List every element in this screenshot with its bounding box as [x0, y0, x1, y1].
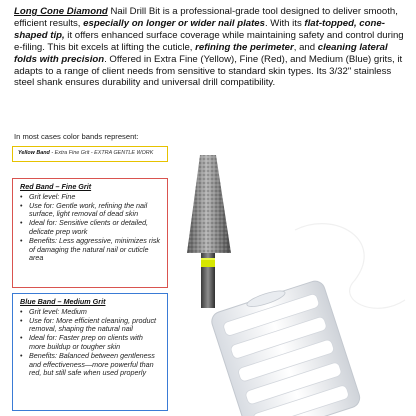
list-item: • Ideal for: Sensitive clients or detailed, delicate prep work [20, 219, 161, 237]
blue-band-title: Blue Band – Medium Grit [20, 297, 106, 306]
list-item: • Use for: Gentle work, refining the nail surface, light removal of dead skin [20, 202, 161, 220]
yellow-band-title: Yellow Band [18, 150, 50, 156]
red-band-box [12, 178, 168, 288]
bands-caption: In most cases color bands represent: [14, 132, 139, 141]
product-name: Long Cone Diamond [14, 6, 108, 17]
list-item: • Use for: More efficient cleaning, product removal, shaping the natural nail [20, 317, 161, 335]
list-item: • Benefits: Balanced between gentleness and effectiveness—more powerful than red, but still safe when used properly [20, 352, 161, 378]
list-item: • Grit level: Medium [20, 308, 161, 317]
list-item: • Ideal for: Faster prep on clients with more buildup or tougher skin [20, 334, 161, 352]
bit-holder [208, 276, 362, 416]
red-band-list [20, 193, 161, 263]
yellow-band-text: - Extra Fine Grit - EXTRA GENTLE WORK [49, 150, 154, 156]
blue-band-box [12, 293, 168, 411]
list-item: • Grit level: Fine [20, 193, 161, 202]
red-band-title: Red Band – Fine Grit [20, 182, 92, 191]
blue-band-list [20, 308, 161, 378]
product-description: Long Cone Diamond Nail Drill Bit is a professional-grade tool designed to deliver smooth, efficient results, especially on longer or wider nail plates. With its flat-topped, cone-shaped tip, it offers enhanced surface coverage while maintaining safety and control during e-filing. This bit excels at lifting the cuticle, refining the perimeter, and cleaning lateral folds with precision. Offered in Extra Fine (Yellow), Fine (Red), and Medium (Blue) grits, it adapts to a range of client needs from sensitive to standard skin types. Its 3/32" stainless steel shank ensures durability and universal drill compatibility. [14, 6, 404, 89]
shank [201, 253, 215, 308]
list-item: • Benefits: Less aggressive, minimizes risk of damaging the natural nail or cuticle area [20, 237, 161, 263]
cone-head [187, 155, 231, 253]
drill-bit-image [175, 150, 416, 416]
yellow-band-box [12, 146, 168, 162]
